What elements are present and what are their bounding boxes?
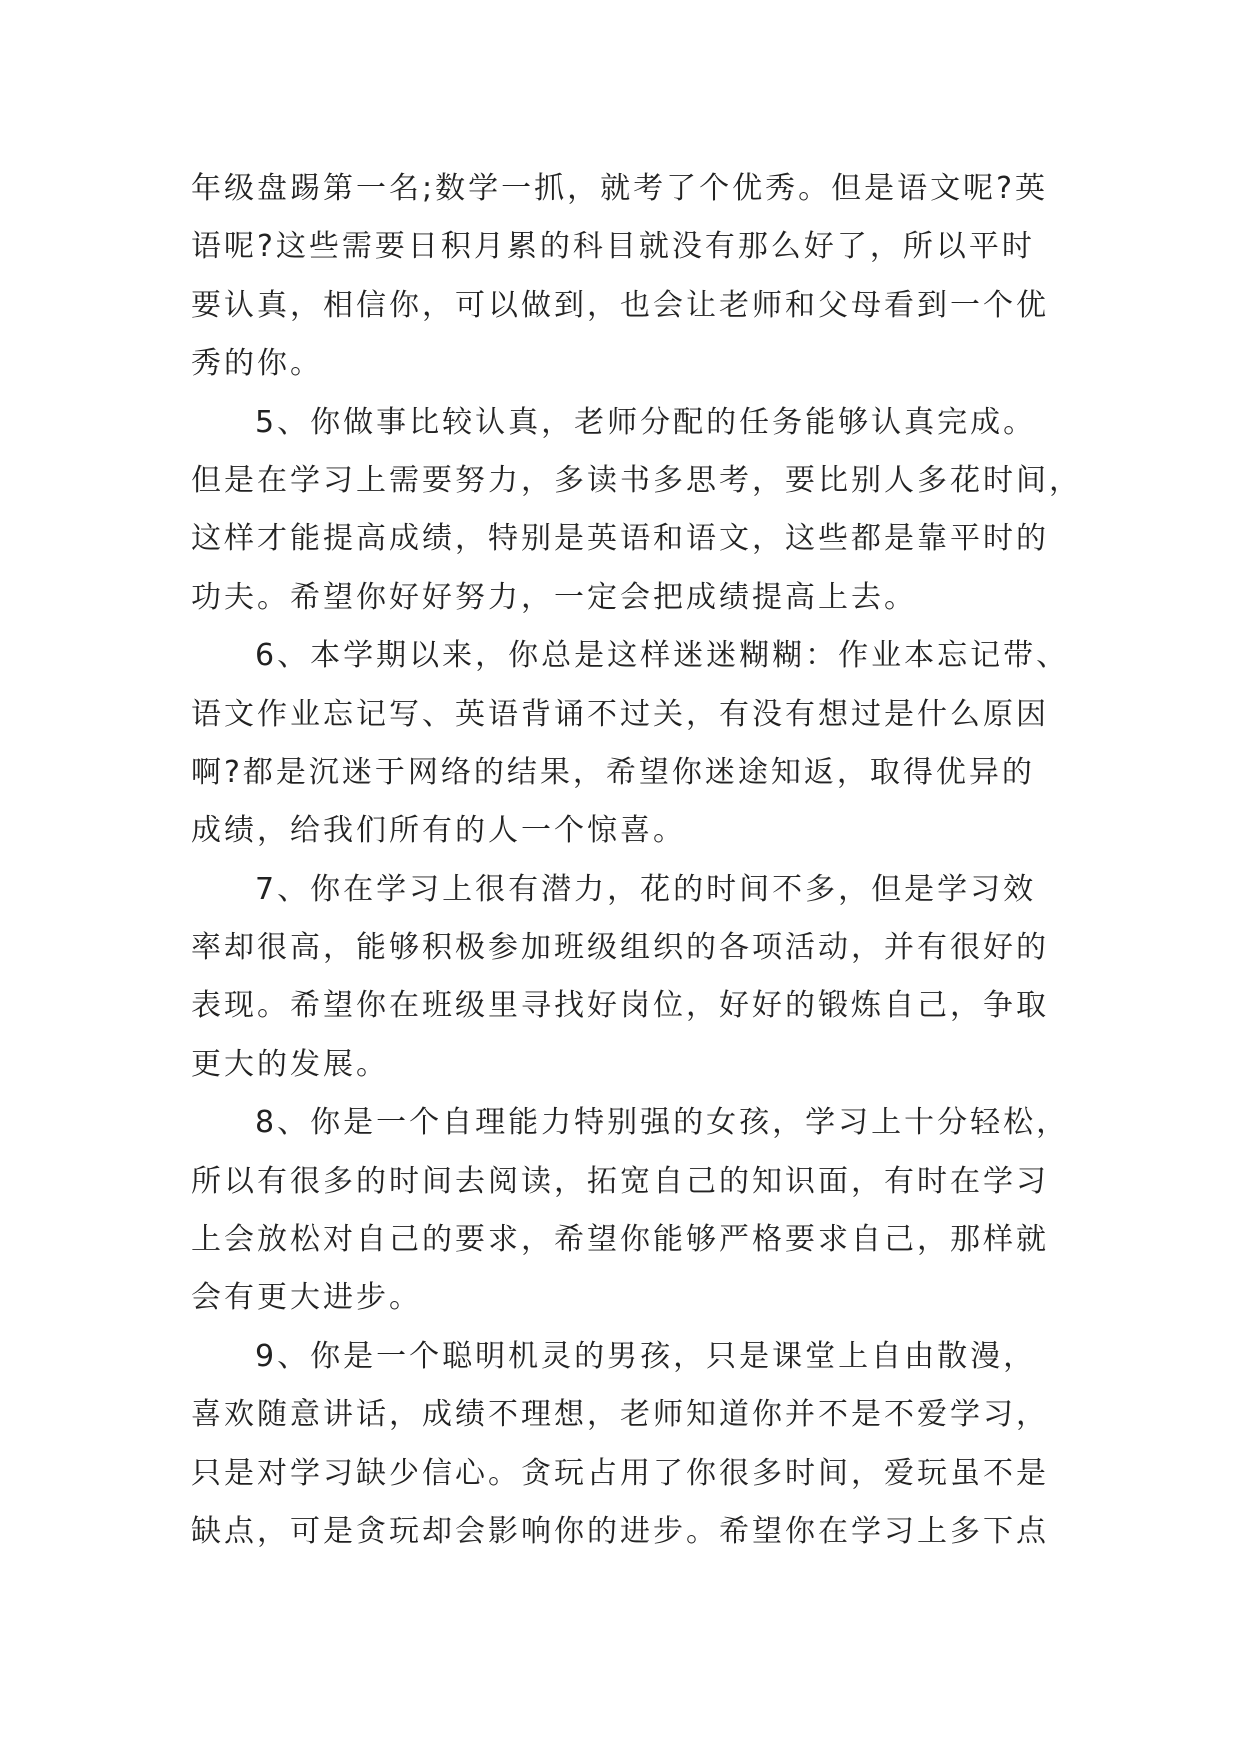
text-line: 年级盘踢第一名;数学一抓，就考了个优秀。但是语文呢?英	[191, 171, 1049, 206]
text-line: 更大的发展。	[191, 1046, 389, 1082]
body-text	[191, 160, 1082, 1561]
paragraph-5-start: 5、你做事比较认真，老师分配的任务能够认真完成。	[255, 404, 1037, 440]
text-line: 成绩，给我们所有的人一个惊喜。	[191, 813, 686, 849]
text-line: 喜欢随意讲话，成绩不理想，老师知道你并不是不爱学习，	[191, 1397, 1049, 1433]
text-line: 要认真，相信你，可以做到，也会让老师和父母看到一个优	[191, 287, 1049, 323]
text-line: 表现。希望你在班级里寻找好岗位，好好的锻炼自己，争取	[191, 988, 1049, 1024]
paragraph-9-start: 9、你是一个聪明机灵的男孩，只是课堂上自由散漫，	[255, 1338, 1037, 1374]
text-line: 功夫。希望你好好努力，一定会把成绩提高上去。	[191, 579, 917, 615]
text-line: 秀的你。	[191, 346, 323, 382]
text-line: 缺点，可是贪玩却会影响你的进步。希望你在学习上多下点	[191, 1513, 1049, 1549]
text-line: 语呢?这些需要日积月累的科目就没有那么好了，所以平时	[191, 229, 1035, 265]
text-line: 上会放松对自己的要求，希望你能够严格要求自己，那样就	[191, 1222, 1049, 1258]
text-line: 所以有很多的时间去阅读，拓宽自己的知识面，有时在学习	[191, 1163, 1049, 1199]
text-line: 会有更大进步。	[191, 1280, 422, 1316]
text-line: 只是对学习缺少信心。贪玩占用了你很多时间，爱玩虽不是	[191, 1455, 1049, 1491]
text-line: 啊?都是沉迷于网络的结果，希望你迷途知返，取得优异的	[191, 754, 1035, 790]
paragraph-6-start: 6、本学期以来，你总是这样迷迷糊糊：作业本忘记带、	[255, 638, 1070, 674]
text-line: 率却很高，能够积极参加班级组织的各项活动，并有很好的	[191, 930, 1049, 966]
paragraph-7-start: 7、你在学习上很有潜力，花的时间不多，但是学习效	[255, 871, 1037, 907]
text-line: 这样才能提高成绩，特别是英语和语文，这些都是靠平时的	[191, 521, 1049, 557]
text-line: 但是在学习上需要努力，多读书多思考，要比别人多花时间，	[191, 462, 1082, 498]
text-line: 语文作业忘记写、英语背诵不过关，有没有想过是什么原因	[191, 696, 1049, 732]
paragraph-8-start: 8、你是一个自理能力特别强的女孩，学习上十分轻松，	[255, 1105, 1070, 1141]
